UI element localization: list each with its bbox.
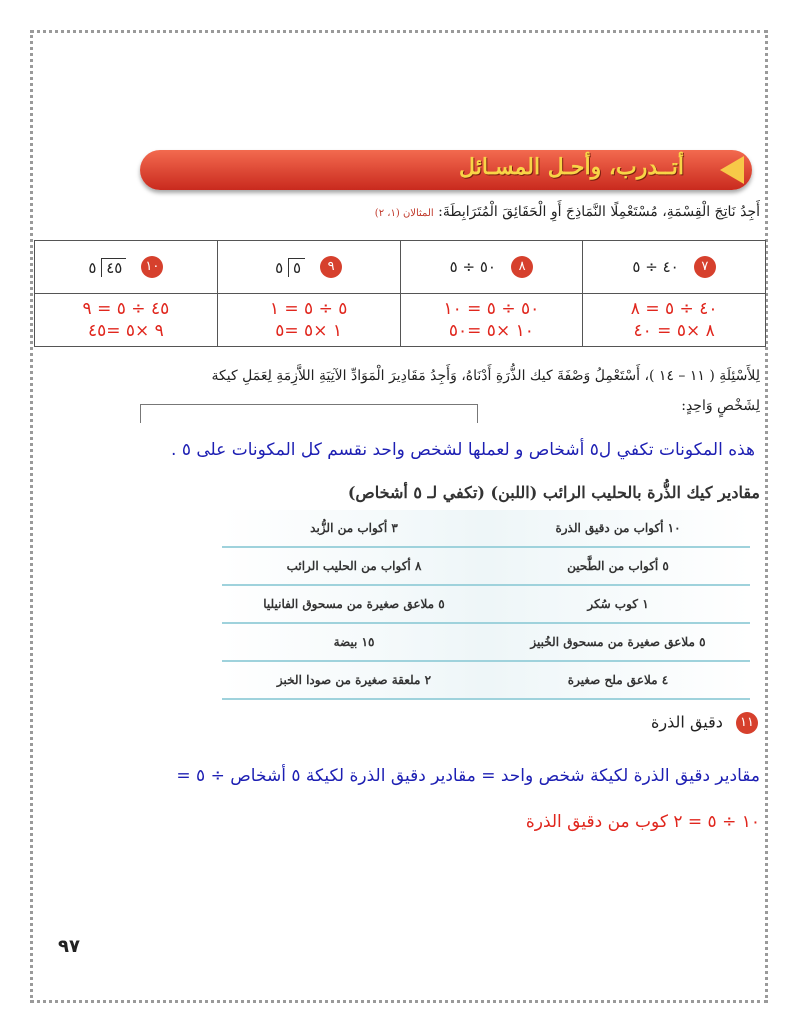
exercise-10	[35, 241, 218, 294]
answer-line: ٤٥ ÷ ٥ = ٩	[82, 299, 170, 319]
answer-line: ٨ ×٥ = ٤٠	[633, 321, 715, 341]
ingredients-table	[222, 510, 750, 700]
long-division	[88, 258, 126, 277]
question-number: ٨	[511, 256, 533, 278]
ingredient-cell: ٥ أكواب من الطَّحين	[567, 559, 669, 573]
ingredient-cell: ٨ أكواب من الحليب الرائب	[286, 559, 422, 573]
table-row	[222, 586, 750, 624]
answer-10	[35, 294, 218, 347]
table-row	[222, 548, 750, 586]
handwritten-note: هذه المكونات تكفي ل٥ أشخاص و لعملها لشخص واحد نقسم كل المكونات على ٥ .	[171, 440, 755, 460]
instruction	[375, 204, 760, 220]
table-row	[222, 624, 750, 662]
divisor: ٥	[88, 258, 97, 277]
section-line-1: لِلأَسْئِلَةِ ( ١١ – ١٤ )، أَسْتَعْمِلُ وَصْفَةَ كيك الذُّرَةِ أَدْنَاهُ، وَأَجِدُ مَقَادِيرَ الْمَوَادِّ الآتِيَةِ اللاَّزِمَةِ لِعَمَلِ كيكة	[211, 368, 760, 384]
question-text: دقيق الذرة	[651, 712, 723, 732]
ingredient-cell: ١٥ بيضة	[333, 635, 375, 649]
ingredient-cell: ٤ ملاعق ملح صغيرة	[567, 673, 669, 687]
answer-8	[400, 294, 583, 347]
table-row	[222, 662, 750, 700]
cropped-box	[140, 404, 478, 423]
answer-7	[583, 294, 766, 347]
banner-title: أتــدرب، وأحـل المسـائل	[459, 154, 684, 180]
answer-line: ٥٠ ÷ ٥ = ١٠	[443, 299, 540, 319]
answer-line: ٤٠ ÷ ٥ = ٨	[630, 299, 718, 319]
question-number: ٧	[694, 256, 716, 278]
question-number: ٩	[320, 256, 342, 278]
answer-line: ١٠ ×٥ =٥٠	[448, 321, 534, 341]
exercise-9	[217, 241, 400, 294]
divisor: ٥	[275, 258, 284, 277]
ingredient-cell: ١٠ أكواب من دقيق الذرة	[555, 521, 681, 535]
exercise-table	[34, 240, 766, 347]
exercise-7	[583, 241, 766, 294]
dividend: ٤٥	[101, 258, 126, 277]
section-line-2: لِشَخْصٍ وَاحِدٍ:	[681, 398, 760, 414]
question-11	[651, 712, 758, 734]
answer-line: ١ ×٥ =٥	[275, 321, 342, 341]
ingredient-cell: ١ كوب سُكر	[587, 597, 649, 611]
table-row	[222, 510, 750, 548]
answer-9	[217, 294, 400, 347]
arrow-icon	[720, 156, 744, 184]
calculation-line-1: مقادير دقيق الذرة لكيكة شخص واحد = مقادير دقيق الذرة لكيكة ٥ أشخاص ÷ ٥ =	[176, 766, 760, 786]
question-number: ١١	[736, 712, 758, 734]
exercise-expression: ٥٠ ÷ ٥	[449, 258, 496, 276]
section-banner	[140, 150, 752, 190]
answer-line: ٩ ×٥ =٤٥	[87, 321, 164, 341]
page-number: ٩٧	[58, 936, 80, 957]
ingredient-cell: ٢ ملعقة صغيرة من صودا الخبز	[276, 673, 432, 687]
ingredient-cell: ٣ أكواب من الزُّبد	[310, 521, 398, 535]
exercise-expression: ٤٠ ÷ ٥	[632, 258, 679, 276]
ingredient-cell: ٥ ملاعق صغيرة من مسحوق الخُبيز	[530, 635, 706, 649]
instruction-text: أَجِدُ نَاتِجَ الْقِسْمَةِ، مُسْتَعْمِلًا النَّمَاذِجَ أَوِ الْحَقَائِقَ الْمُتَرَابِطَةَ:	[438, 204, 760, 220]
question-number: ١٠	[141, 256, 163, 278]
long-division	[275, 258, 305, 277]
dividend: ٥	[288, 258, 305, 277]
calculation-line-2: ١٠ ÷ ٥ = ٢ كوب من دقيق الذرة	[525, 812, 760, 832]
exercise-8	[400, 241, 583, 294]
ingredient-cell: ٥ ملاعق صغيرة من مسحوق الفانيليا	[263, 597, 445, 611]
instruction-ref: المثالان (١، ٢)	[374, 208, 434, 219]
ingredients-title: مقادير كيك الذُّرة بالحليب الرائب (اللبن) (تكفي لـ ٥ أشخاص)	[347, 483, 760, 502]
answer-line: ٥ ÷ ٥ = ١	[269, 299, 348, 319]
